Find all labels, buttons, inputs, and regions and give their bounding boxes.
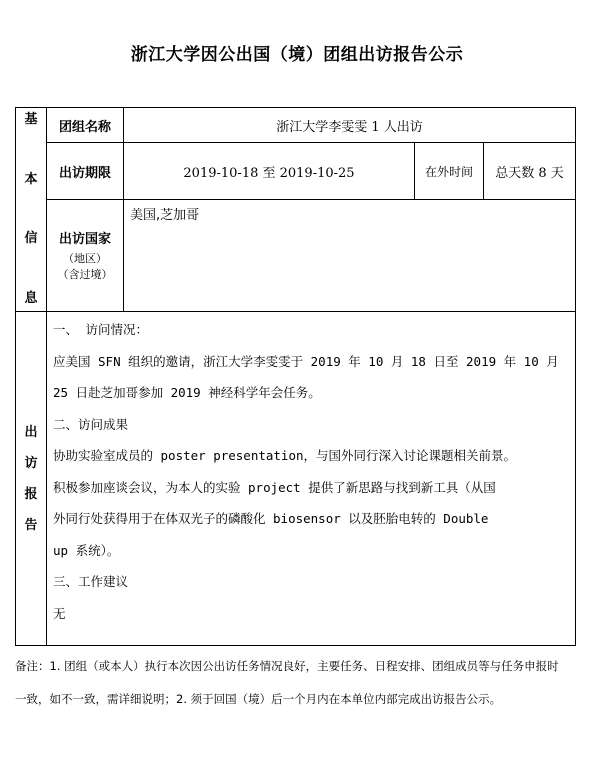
footnote-line-1: 备注：1. 团组（或本人）执行本次因公出访任务情况良好，主要任务、日程安排、团组成员等与任务申报时 [15, 659, 559, 673]
report-line-3: 25 日赴芝加哥参加 2019 神经科学年会任务。 [53, 385, 321, 400]
period-value: 2019-10-18 至 2019-10-25 [124, 143, 415, 200]
basic-info-char-1: 基 [24, 112, 38, 127]
report-char-2: 访 [24, 455, 38, 471]
basic-info-section-label [16, 108, 47, 312]
report-line-10: 无 [53, 605, 66, 621]
report-line-1: 一、 访问情况： [53, 322, 149, 337]
report-char-1: 出 [24, 424, 38, 440]
abroad-time-label: 在外时间 [415, 143, 484, 200]
page-title: 浙江大学因公出国（境）团组出访报告公示 [130, 45, 464, 65]
report-line-9: 三、工作建议 [53, 574, 129, 589]
report-char-4: 告 [24, 517, 38, 533]
report-line-2: 应美国 SFN 组织的邀请，浙江大学李雯雯于 2019 年 10 月 18 日至 2019 年 10 月 [53, 353, 559, 369]
basic-info-char-2: 本 [24, 171, 38, 187]
report-content [47, 312, 576, 646]
report-line-5: 协助实验室成员的 poster presentation，与国外同行深入讨论课题相关前景。 [53, 448, 517, 463]
footnote [15, 650, 581, 716]
group-name-label: 团组名称 [47, 108, 124, 143]
report-line-6: 积极参加座谈会议，为本人的实验 project 提供了新思路与找到新工具（从国 [53, 479, 496, 495]
report-line-4: 二、访问成果 [53, 416, 129, 432]
report-line-7: 外同行处获得用于在体双光子的磷酸化 biosensor 以及胚胎电转的 Double [53, 511, 489, 526]
basic-info-char-3: 信 [24, 231, 38, 247]
basic-info-char-4: 息 [24, 290, 38, 306]
report-section-label [16, 312, 47, 646]
group-name-value: 浙江大学李雯雯 1 人出访 [124, 108, 576, 143]
country-value: 美国,芝加哥 [124, 200, 576, 312]
footnote-line-2: 一致，如不一致，需详细说明；2. 须于回国（境）后一个月内在本单位内部完成出访报告公示。 [15, 692, 502, 706]
country-label: 出访国家 [58, 231, 111, 247]
country-sub-label-2: （含过境） [57, 267, 113, 281]
country-sub-label-1: （地区） [63, 251, 107, 265]
abroad-time-value: 总天数 8 天 [484, 143, 576, 200]
period-label: 出访期限 [47, 143, 124, 200]
report-char-3: 报 [24, 486, 38, 502]
country-label-cell [47, 200, 124, 312]
report-form-table [15, 107, 576, 646]
report-line-8: up 系统）。 [53, 542, 120, 558]
